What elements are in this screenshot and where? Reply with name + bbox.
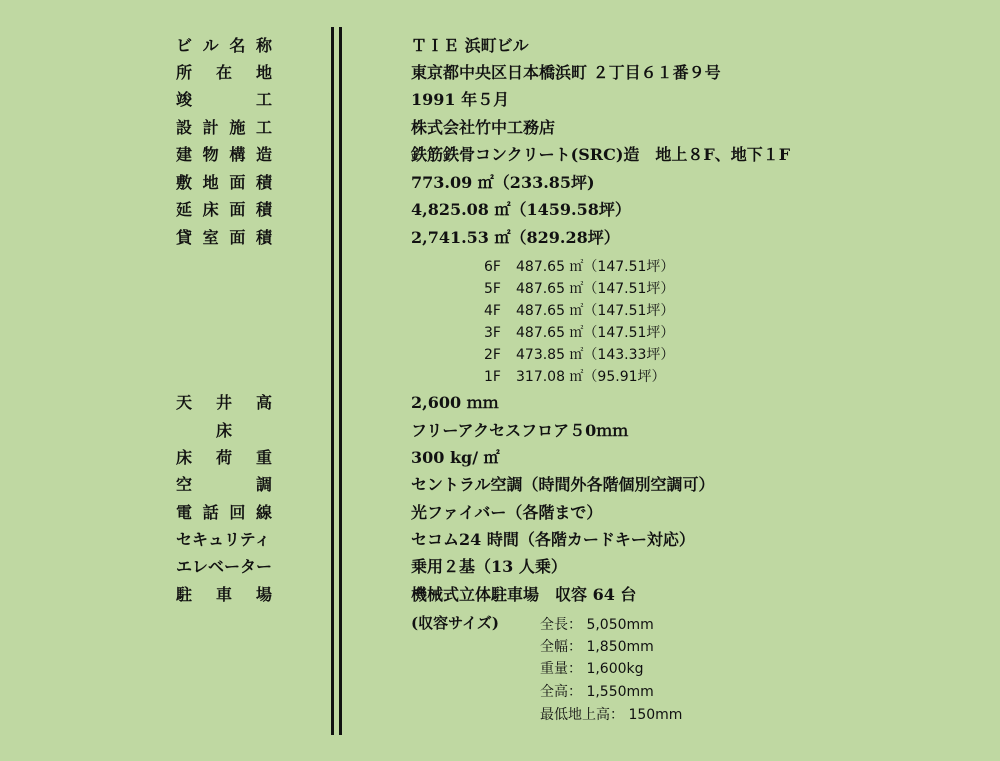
spec-row-rentable-area bbox=[0, 225, 1000, 251]
floor-area: 487.65 ㎡（147.51坪） bbox=[516, 259, 675, 275]
spec-row-air-conditioning bbox=[0, 472, 1000, 498]
spec-row-elevator bbox=[0, 554, 1000, 580]
floor-number: 2F bbox=[484, 347, 501, 363]
spec-label: 床 bbox=[216, 421, 233, 440]
spec-label: 貸室面積 bbox=[176, 228, 272, 247]
spec-value: 2,600 ｍｍ bbox=[411, 393, 499, 412]
floor-area-row bbox=[484, 300, 674, 322]
spec-label: 電話回線 bbox=[176, 503, 272, 522]
spec-value: セコム24 時間（各階カードキー対応） bbox=[411, 530, 695, 549]
spec-value: 機械式立体駐車場 収容 64 台 bbox=[411, 585, 637, 604]
spec-row-address bbox=[0, 60, 1000, 86]
spec-row-total-floor-area bbox=[0, 197, 1000, 223]
spec-label: 建物構造 bbox=[176, 145, 272, 164]
spec-value: フリーアクセスフロア５0ｍｍ bbox=[411, 421, 629, 440]
floor-area-row bbox=[484, 278, 674, 300]
floor-area: 473.85 ㎡（143.33坪） bbox=[516, 347, 675, 363]
spec-value: 東京都中央区日本橋浜町 ２丁目６１番９号 bbox=[411, 63, 721, 82]
spec-label: 天 井 高 bbox=[176, 393, 272, 412]
spec-row-design-construction bbox=[0, 115, 1000, 141]
parking-spec-item: 全長： 5,050mm bbox=[540, 617, 654, 633]
spec-label: 敷地面積 bbox=[176, 173, 272, 192]
floor-number: 5F bbox=[484, 281, 501, 297]
floor-number: 1F bbox=[484, 369, 501, 385]
spec-value: 4,825.08 ㎡（1459.58坪） bbox=[411, 200, 631, 219]
floor-number: 6F bbox=[484, 259, 501, 275]
spec-row-building-name bbox=[0, 33, 1000, 59]
spec-value: 光ファイバー（各階まで） bbox=[411, 503, 603, 522]
spec-label: 延床面積 bbox=[176, 200, 272, 219]
floor-number: 4F bbox=[484, 303, 501, 319]
parking-spec-item: 全幅： 1,850mm bbox=[540, 639, 654, 655]
spec-row-floor bbox=[0, 418, 1000, 444]
floor-area: 317.08 ㎡（95.91坪） bbox=[516, 369, 666, 385]
spec-value: ＴＩＥ 浜町ビル bbox=[411, 36, 529, 55]
spec-label: 竣 工 bbox=[176, 90, 272, 109]
parking-spec-item: 全高： 1,550mm bbox=[540, 684, 654, 700]
spec-row-ceiling-height bbox=[0, 390, 1000, 416]
spec-row-completion bbox=[0, 87, 1000, 113]
spec-value: 773.09 ㎡（233.85坪) bbox=[411, 173, 595, 192]
spec-label: 床 荷 重 bbox=[176, 448, 272, 467]
spec-value: セントラル空調（時間外各階個別空調可） bbox=[411, 475, 715, 494]
spec-label: 駐 車 場 bbox=[176, 585, 272, 604]
spec-value: 乗用２基（13 人乗） bbox=[411, 557, 567, 576]
floor-area-row bbox=[484, 366, 666, 388]
parking-spec-item: 最低地上高： 150mm bbox=[540, 707, 683, 723]
spec-row-structure bbox=[0, 142, 1000, 168]
spec-label: セキュリティ bbox=[176, 530, 271, 549]
spec-value: 2,741.53 ㎡（829.28坪） bbox=[411, 228, 620, 247]
spec-row-floor-load bbox=[0, 445, 1000, 471]
floor-area: 487.65 ㎡（147.51坪） bbox=[516, 303, 675, 319]
floor-area-row bbox=[484, 322, 674, 344]
floor-area: 487.65 ㎡（147.51坪） bbox=[516, 325, 675, 341]
floor-area-row bbox=[484, 256, 674, 278]
spec-label: 空 調 bbox=[176, 475, 272, 494]
spec-label: 設計施工 bbox=[176, 118, 272, 137]
spec-row-telephone bbox=[0, 500, 1000, 526]
spec-row-site-area bbox=[0, 170, 1000, 196]
floor-area-row bbox=[484, 344, 674, 366]
spec-value: 1991 年５月 bbox=[411, 90, 510, 109]
spec-label: エレベーター bbox=[176, 557, 273, 576]
spec-value: 鉄筋鉄骨コンクリート(SRC)造 地上８F、地下１F bbox=[411, 145, 791, 164]
spec-value: 300 kg/ ㎡ bbox=[411, 448, 500, 467]
floor-number: 3F bbox=[484, 325, 501, 341]
floor-area: 487.65 ㎡（147.51坪） bbox=[516, 281, 675, 297]
spec-value: 株式会社竹中工務店 bbox=[411, 118, 556, 137]
spec-label: ビル名称 bbox=[176, 36, 272, 55]
parking-spec-item: 重量： 1,600kg bbox=[540, 661, 644, 677]
spec-row-security bbox=[0, 527, 1000, 553]
parking-size-title: (収容サイズ) bbox=[411, 614, 499, 632]
spec-label: 所 在 地 bbox=[176, 63, 272, 82]
spec-row-parking bbox=[0, 582, 1000, 608]
